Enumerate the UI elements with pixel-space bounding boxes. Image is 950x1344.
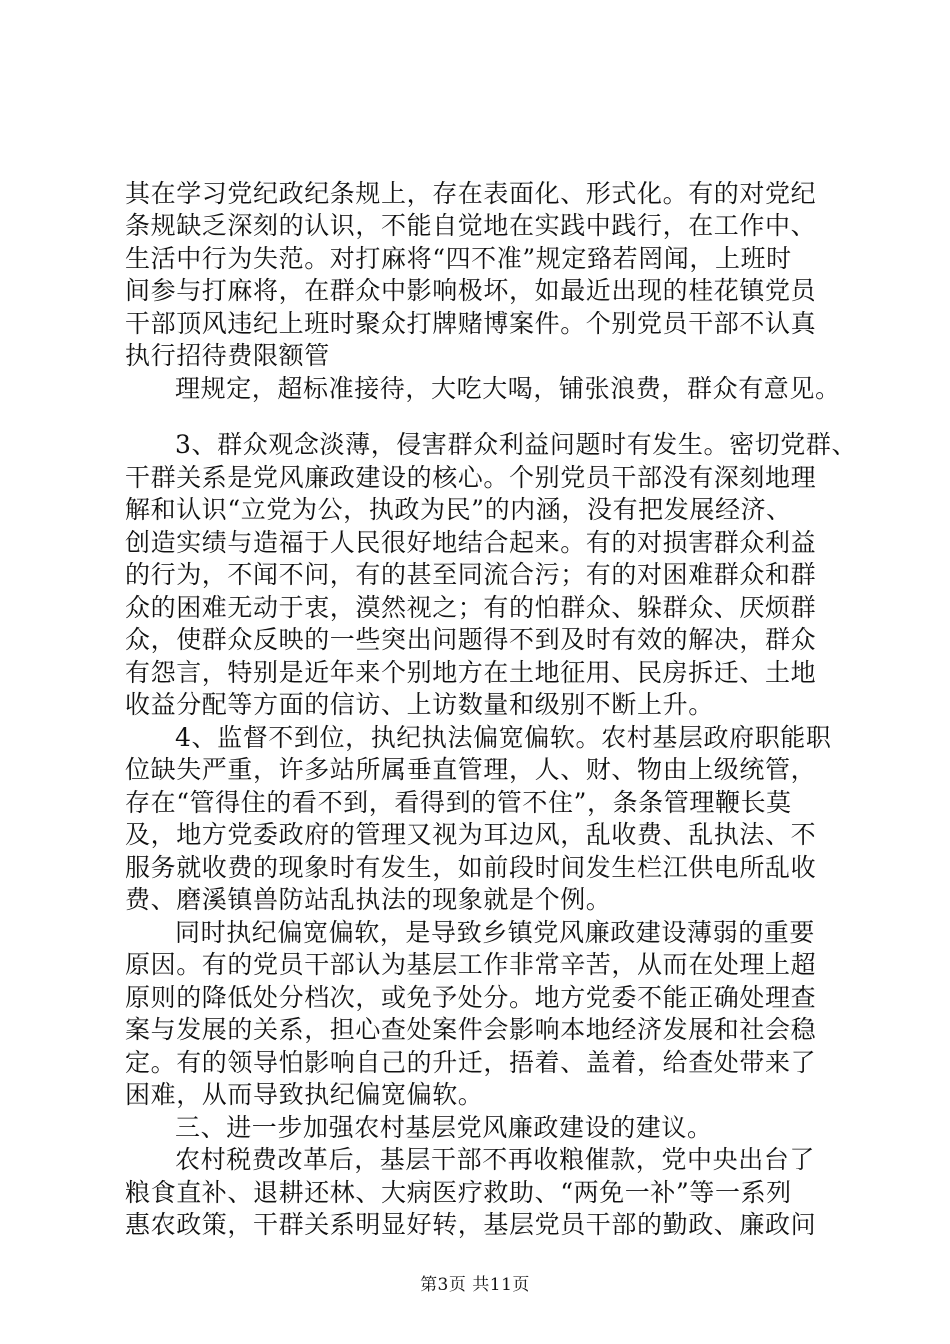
text-line: 农村税费改革后，基层干部不再收粮催款，党中央出台了 xyxy=(175,1145,816,1174)
text-line: 解和认识“立党为公，执政为民”的内涵，没有把发展经济、 xyxy=(125,495,792,524)
text-line: 原因。有的党员干部认为基层工作非常辛苦，从而在处理上超 xyxy=(125,950,817,979)
text-line: 原则的降低处分档次，或免予处分。地方党委不能正确处理查 xyxy=(125,983,817,1012)
text-line: 有怨言，特别是近年来个别地方在土地征用、民房拆迁、土地 xyxy=(125,658,817,687)
text-line: 其在学习党纪政纪条规上，存在表面化、形式化。有的对党纪 xyxy=(125,179,817,208)
text-line: 4、监督不到位，执纪执法偏宽偏软。农村基层政府职能职 xyxy=(175,723,832,752)
text-line: 间参与打麻将，在群众中影响极坏，如最近出现的桂花镇党员 xyxy=(125,276,817,305)
text-line: 困难，从而导致执纪偏宽偏软。 xyxy=(125,1080,484,1109)
text-line: 收益分配等方面的信访、上访数量和级别不断上升。 xyxy=(125,690,714,719)
text-line: 3、群众观念淡薄，侵害群众利益问题时有发生。密切党群、 xyxy=(175,430,858,459)
text-line: 条规缺乏深刻的认识，不能自觉地在实践中践行，在工作中、 xyxy=(125,211,817,240)
text-line: 生活中行为失范。对打麻将“四不准”规定臵若罔闻，上班时 xyxy=(125,244,792,273)
text-line: 惠农政策，干群关系明显好转，基层党员干部的勤政、廉政问 xyxy=(125,1210,817,1239)
text-line: 定。有的领导怕影响自己的升迁，捂着、盖着，给查处带来了 xyxy=(125,1048,817,1077)
text-line: 干群关系是党风廉政建设的核心。个别党员干部没有深刻地理 xyxy=(125,463,817,492)
text-line: 干部顶风违纪上班时聚众打牌赌博案件。个别党员干部不认真 xyxy=(125,309,817,338)
text-line: 的行为，不闻不问，有的甚至同流合污；有的对困难群众和群 xyxy=(125,560,817,589)
text-line: 执行招待费限额管 xyxy=(125,341,330,370)
text-line: 同时执纪偏宽偏软，是导致乡镇党风廉政建设薄弱的重要 xyxy=(175,918,816,947)
section-heading: 三、进一步加强农村基层党风廉政建设的建议。 xyxy=(175,1113,713,1142)
text-line: 及，地方党委政府的管理又视为耳边风，乱收费、乱执法、不 xyxy=(125,820,817,849)
text-line: 众的困难无动于衷，漠然视之；有的怕群众、躲群众、厌烦群 xyxy=(125,593,817,622)
text-line: 创造实绩与造福于人民很好地结合起来。有的对损害群众利益 xyxy=(125,528,817,557)
text-line: 费、磨溪镇兽防站乱执法的现象就是个例。 xyxy=(125,885,612,914)
text-line: 服务就收费的现象时有发生，如前段时间发生栏江供电所乱收 xyxy=(125,853,817,882)
text-line: 理规定，超标准接待，大吃大喝，铺张浪费，群众有意见。 xyxy=(175,374,841,403)
page-number: 第3页 共11页 xyxy=(420,1275,530,1295)
text-line: 位缺失严重，许多站所属垂直管理，人、财、物由上级统管， xyxy=(125,755,817,784)
text-line: 粮食直补、退耕还林、大病医疗救助、“两免一补”等一系列 xyxy=(125,1178,792,1207)
text-line: 众，使群众反映的一些突出问题得不到及时有效的解决，群众 xyxy=(125,625,817,654)
text-line: 存在“管得住的看不到，看得到的管不住”，条条管理鞭长莫 xyxy=(125,788,792,817)
text-line: 案与发展的关系，担心查处案件会影响本地经济发展和社会稳 xyxy=(125,1015,817,1044)
